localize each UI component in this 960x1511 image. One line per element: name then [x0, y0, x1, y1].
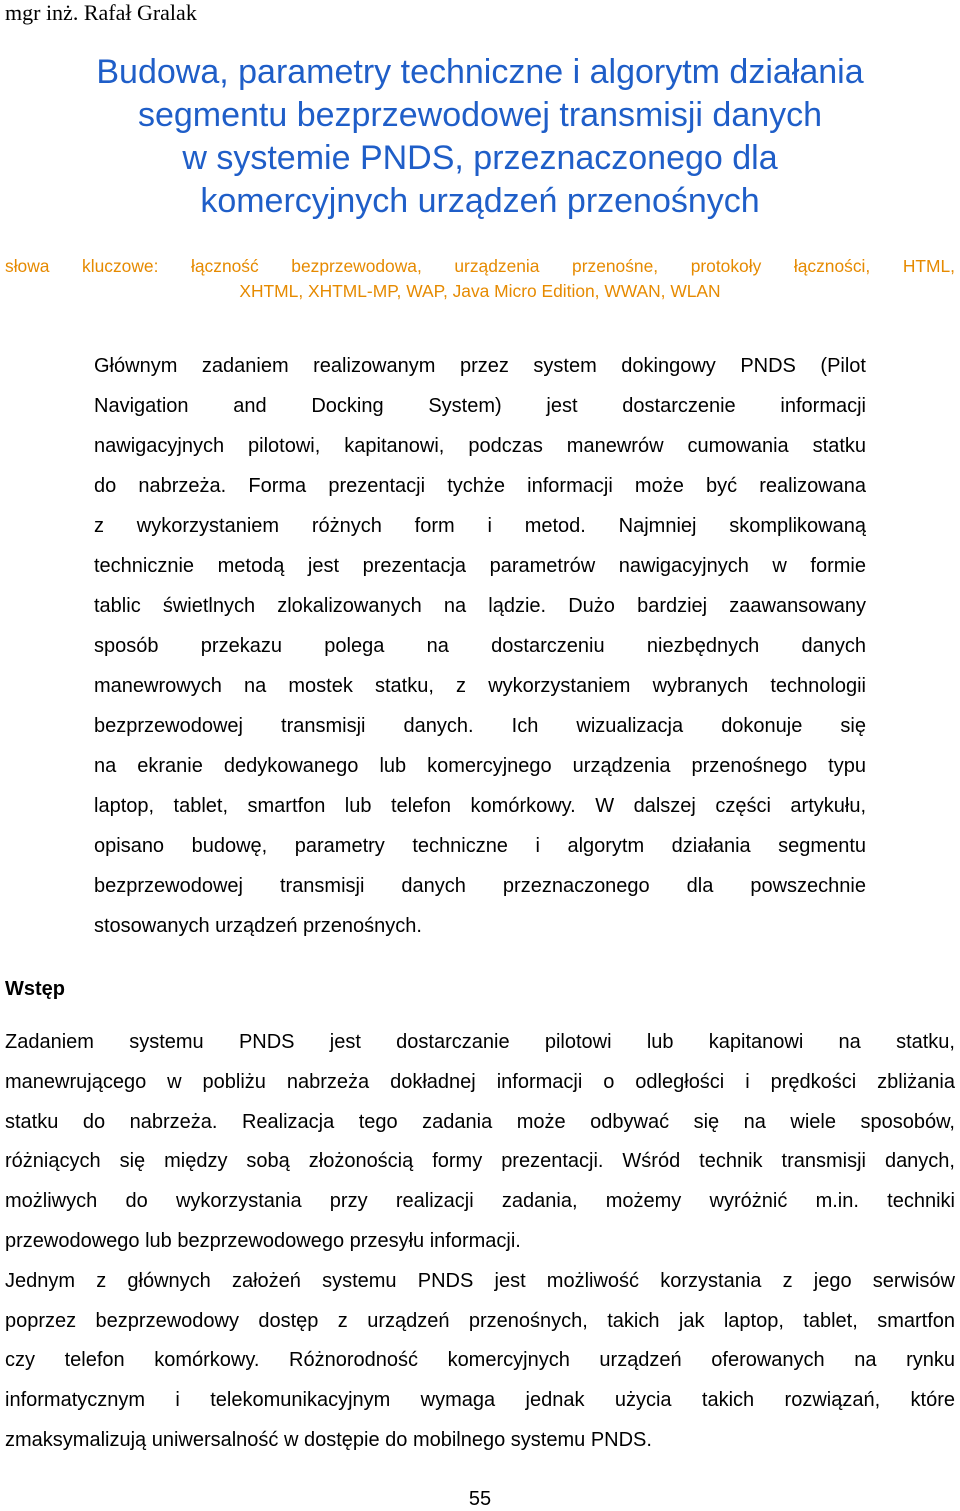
abstract — [94, 346, 866, 946]
abstract-line: technicznie metodą jest prezentacja parametrów nawigacyjnych w formie — [94, 555, 866, 577]
paragraph-line: zmaksymalizują uniwersalność w dostępie do mobilnego systemu PNDS. — [5, 1428, 652, 1451]
paragraph-line: czy telefon komórkowy. Różnorodność komercyjnych urządzeń oferowanych na rynku — [5, 1349, 955, 1372]
paragraph-line: statku do nabrzeża. Realizacja tego zadania może odbywać się na wiele sposobów, — [5, 1110, 955, 1133]
section-heading: Wstęp — [5, 978, 65, 1000]
keywords-line: XHTML, XHTML-MP, WAP, Java Micro Edition, WWAN, WLAN — [239, 281, 721, 301]
section-body — [5, 1023, 955, 1461]
paragraph — [5, 1262, 955, 1461]
abstract-line: bezprzewodowej transmisji danych. Ich wizualizacja dokonuje się — [94, 715, 866, 737]
page-number: 55 — [468, 1488, 492, 1510]
paragraph-line: możliwych do wykorzystania przy realizacji zadania, możemy wyróżnić m.in. techniki — [5, 1190, 955, 1213]
abstract-line: do nabrzeża. Forma prezentacji tychże informacji może być realizowana — [94, 475, 866, 497]
paragraph-line: różniących się między sobą złożonością formy prezentacji. Wśród technik transmisji danych, — [5, 1150, 955, 1173]
author-name: mgr inż. Rafał Gralak — [5, 0, 197, 25]
title-line: komercyjnych urządzeń przenośnych — [200, 182, 760, 220]
paragraph-line: manewrującego w pobliżu nabrzeża dokładnej informacji o odległości i prędkości zbliżania — [5, 1070, 955, 1093]
abstract-line: Głównym zadaniem realizowanym przez system dokingowy PNDS (Pilot — [94, 355, 866, 377]
paragraph-line: poprzez bezprzewodowy dostęp z urządzeń przenośnych, takich jak laptop, tablet, smartfon — [5, 1309, 955, 1332]
article-title — [0, 51, 960, 223]
paragraph-line: Jednym z głównych założeń systemu PNDS jest możliwość korzystania z jego serwisów — [5, 1269, 955, 1292]
title-line: Budowa, parametry techniczne i algorytm działania — [96, 53, 864, 91]
abstract-line: Navigation and Docking System) jest dostarczenie informacji — [94, 395, 866, 417]
keywords — [5, 254, 955, 304]
abstract-line: na ekranie dedykowanego lub komercyjnego urządzenia przenośnego typu — [94, 755, 866, 777]
abstract-line: sposób przekazu polega na dostarczeniu niezbędnych danych — [94, 635, 866, 657]
abstract-line: opisano budowę, parametry techniczne i algorytm działania segmentu — [94, 835, 866, 857]
abstract-line: bezprzewodowej transmisji danych przeznaczonego dla powszechnie — [94, 875, 866, 897]
abstract-line: laptop, tablet, smartfon lub telefon komórkowy. W dalszej części artykułu, — [94, 795, 866, 817]
abstract-line: stosowanych urządzeń przenośnych. — [94, 915, 422, 937]
title-line: w systemie PNDS, przeznaczonego dla — [182, 139, 778, 177]
abstract-line: z wykorzystaniem różnych form i metod. Najmniej skomplikowaną — [94, 515, 866, 537]
paragraph-line: przewodowego lub bezprzewodowego przesyłu informacji. — [5, 1229, 521, 1252]
keywords-line: słowa kluczowe: łączność bezprzewodowa, urządzenia przenośne, protokoły łączności, HTML, — [5, 256, 955, 276]
abstract-line: manewrowych na mostek statku, z wykorzystaniem wybranych technologii — [94, 675, 866, 697]
paragraph — [5, 1023, 955, 1262]
abstract-line: nawigacyjnych pilotowi, kapitanowi, podczas manewrów cumowania statku — [94, 435, 866, 457]
title-line: segmentu bezprzewodowej transmisji danych — [137, 96, 823, 134]
paragraph-line: informatycznym i telekomunikacyjnym wymaga jednak użycia takich rozwiązań, które — [5, 1389, 955, 1412]
paragraph-line: Zadaniem systemu PNDS jest dostarczanie pilotowi lub kapitanowi na statku, — [5, 1031, 955, 1053]
abstract-line: tablic świetlnych zlokalizowanych na lądzie. Dużo bardziej zaawansowany — [94, 595, 866, 617]
